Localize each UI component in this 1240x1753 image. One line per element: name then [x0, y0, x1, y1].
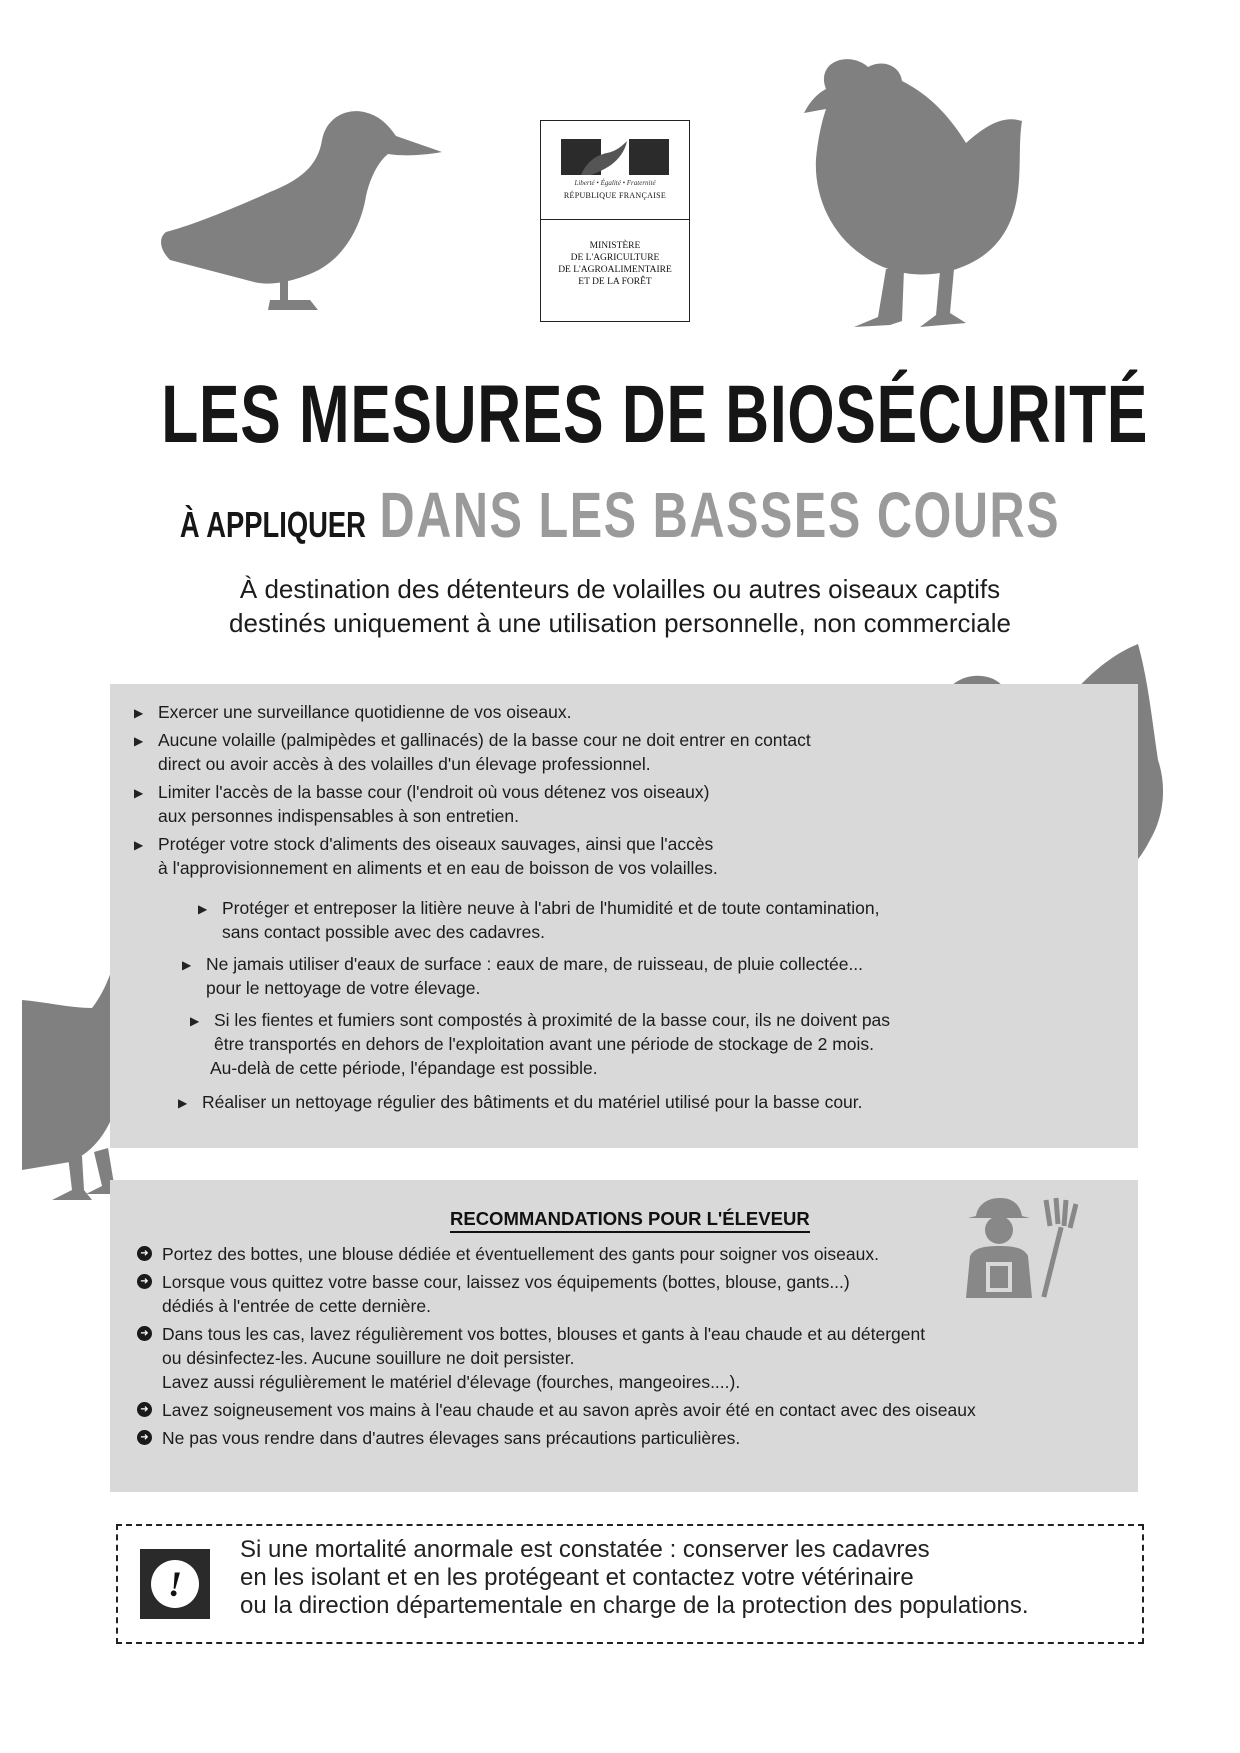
- ministry-line: ET DE LA FORÊT: [578, 277, 652, 287]
- list-item: ➜ Ne pas vous rendre dans d'autres élevages sans précautions particulières.: [162, 1426, 976, 1450]
- list-item: ▶ Réaliser un nettoyage régulier des bâtiments et du matériel utilisé pour la basse cour.: [202, 1090, 863, 1114]
- list-item: ▶ Protéger votre stock d'aliments des oiseaux sauvages, ainsi que l'accès à l'approvisionnement en aliments et en eau de boisson de vos volailles.: [134, 834, 718, 878]
- arrow-icon: ▶: [134, 838, 144, 852]
- intro-text: [150, 572, 1090, 640]
- marianne-flag-icon: [561, 139, 669, 175]
- warning-text: [240, 1536, 1120, 1620]
- arrow-circle-icon: ➜: [137, 1326, 152, 1341]
- arrow-icon: ▶: [182, 958, 192, 972]
- ministry-name: [541, 220, 689, 288]
- warning-line: ou la direction départementale en charge de la protection des populations.: [240, 1592, 1029, 1619]
- warning-line: Si une mortalité anormale est constatée : conserver les cadavres: [240, 1536, 930, 1563]
- arrow-circle-icon: ➜: [137, 1246, 152, 1261]
- arrow-icon: ▶: [134, 734, 144, 748]
- intro-line: À destination des détenteurs de volailles ou autres oiseaux captifs: [239, 574, 1001, 604]
- list-item: ▶ Protéger et entreposer la litière neuve à l'abri de l'humidité et de toute contamination, sans contact possible avec des cadavres.: [198, 898, 880, 942]
- intro-line: destinés uniquement à une utilisation personnelle, non commerciale: [229, 608, 1011, 638]
- list-item: ▶ Aucune volaille (palmipèdes et gallinacés) de la basse cour ne doit entrer en contact direct ou avoir accès à des volailles d'un élevage professionnel.: [134, 730, 811, 774]
- exclamation-icon: [140, 1549, 210, 1619]
- list-item: ▶ Ne jamais utiliser d'eaux de surface : eaux de mare, de ruisseau, de pluie collectée... pour le nettoyage de votre élevage.: [182, 954, 864, 998]
- republic-logo: [541, 121, 689, 220]
- farmer-pitchfork-icon: [958, 1190, 1078, 1300]
- measures-list: [198, 896, 880, 944]
- subtitle-main: DANS LES BASSES COURS: [379, 479, 1061, 551]
- measures-list: [182, 952, 864, 1000]
- recommendations-list: [140, 1242, 976, 1450]
- measures-list: [178, 1090, 863, 1114]
- ministry-line: DE L'AGRICULTURE: [570, 253, 660, 263]
- page-title: LES MESURES DE BIOSÉCURITÉ: [161, 369, 1149, 460]
- list-item: ➜ Lorsque vous quittez votre basse cour, laissez vos équipements (bottes, blouse, gants...) dédiés à l'entrée de cette dernière.: [162, 1270, 976, 1318]
- list-item: ▶ Limiter l'accès de la basse cour (l'endroit où vous détenez vos oiseaux) aux personnes indispensables à son entretien.: [134, 782, 710, 826]
- republic-name: RÉPUBLIQUE FRANÇAISE: [563, 191, 667, 200]
- arrow-icon: ▶: [198, 902, 208, 916]
- subtitle-prefix: À APPLIQUER: [179, 504, 366, 545]
- list-item: ➜ Lavez soigneusement vos mains à l'eau chaude et au savon après avoir été en contact avec des oiseaux: [162, 1398, 976, 1422]
- hen-silhouette-icon: [790, 55, 1030, 335]
- measures-list: [134, 700, 811, 880]
- arrow-icon: ▶: [190, 1014, 200, 1028]
- arrow-circle-icon: ➜: [137, 1402, 152, 1417]
- motto-text: Liberté • Égalité • Fraternité: [574, 179, 656, 187]
- recommendations-title: RECOMMANDATIONS POUR L'ÉLEVEUR: [450, 1208, 810, 1233]
- arrow-circle-icon: ➜: [137, 1274, 152, 1289]
- duck-silhouette-icon: [150, 100, 450, 320]
- arrow-icon: ▶: [134, 786, 144, 800]
- arrow-circle-icon: ➜: [137, 1430, 152, 1445]
- page-subtitle: [149, 478, 1091, 552]
- list-item: ➜ Portez des bottes, une blouse dédiée et éventuellement des gants pour soigner vos oiseaux.: [162, 1242, 976, 1266]
- arrow-icon: ▶: [134, 706, 144, 720]
- list-item: ▶ Si les fientes et fumiers sont compostés à proximité de la basse cour, ils ne doivent pas être transportés en dehors de l'exploitation avant une période de stockage de 2 mois. Au-delà de cette période, l'épandage est possible.: [190, 1010, 891, 1078]
- arrow-icon: ▶: [178, 1096, 188, 1110]
- exclamation-symbol: !: [151, 1560, 199, 1608]
- ministry-line: MINISTÈRE: [589, 241, 641, 251]
- list-item: ▶ Exercer une surveillance quotidienne de vos oiseaux.: [158, 700, 811, 724]
- measures-list: [190, 1008, 891, 1080]
- list-item: ➜ Dans tous les cas, lavez régulièrement vos bottes, blouses et gants à l'eau chaude et au détergent ou désinfectez-les. Aucune souillure ne doit persister. Lavez aussi régulièrement le matériel d'élevage (fourches, mangeoires....).: [162, 1322, 976, 1394]
- ministry-logo: [540, 120, 690, 322]
- warning-line: en les isolant et en les protégeant et contactez votre vétérinaire: [240, 1564, 914, 1591]
- ministry-line: DE L'AGROALIMENTAIRE: [558, 265, 672, 275]
